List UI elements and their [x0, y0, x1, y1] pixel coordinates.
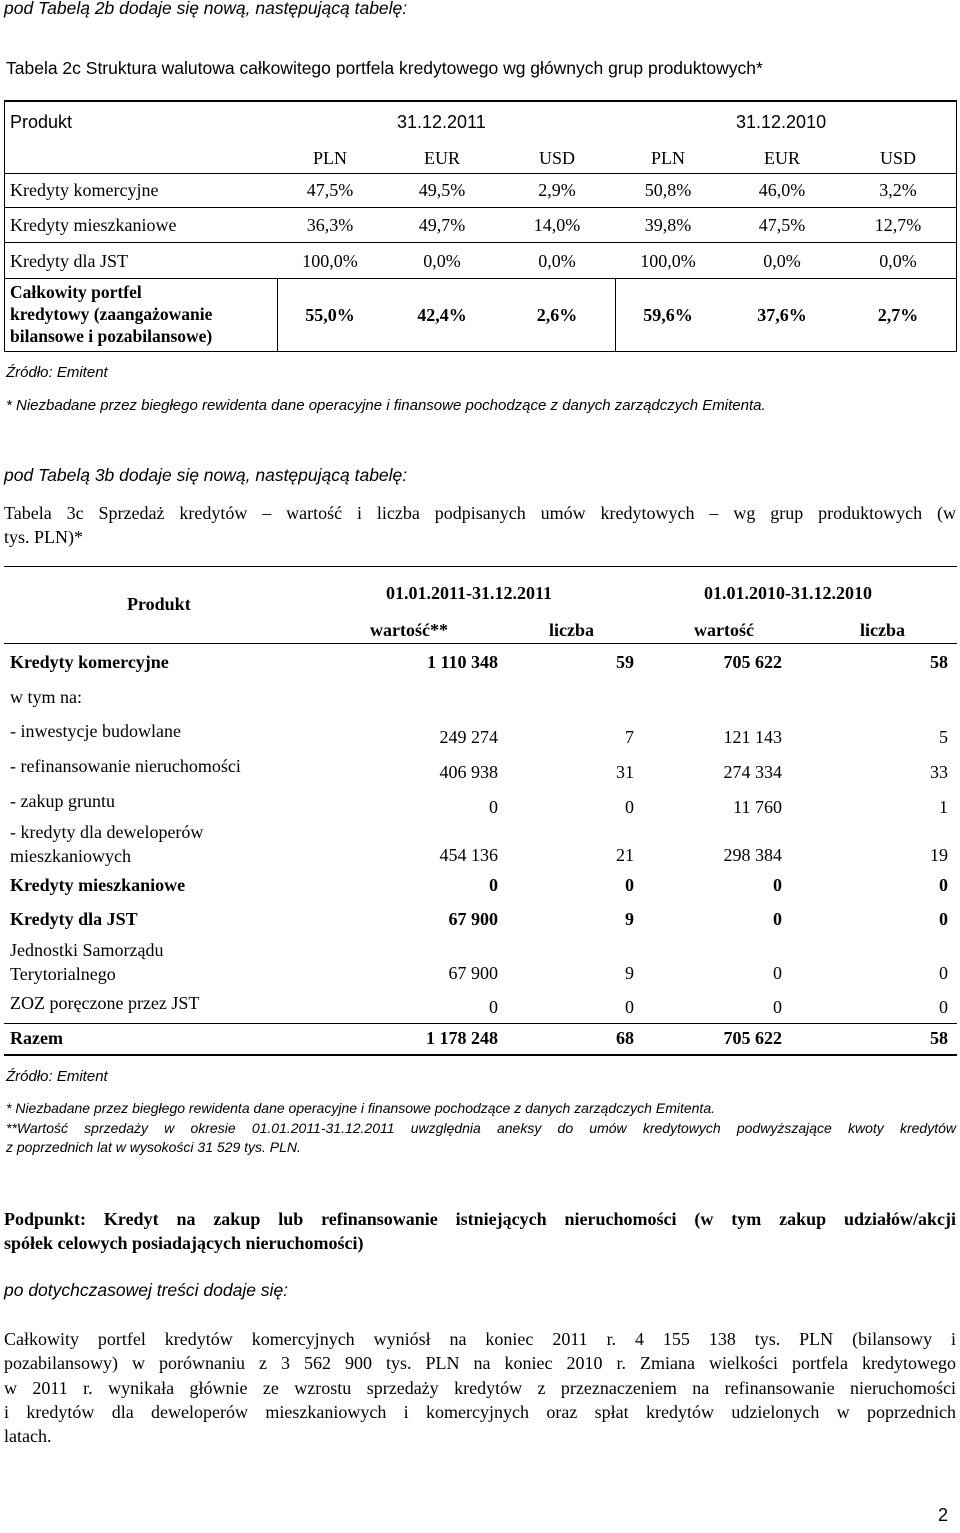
- table-2c-total-label: [10, 281, 212, 347]
- table-3c-cell: 0: [625, 997, 634, 1017]
- table-3c-cell: 0: [489, 797, 498, 817]
- table-2c-cell: 47,5%: [306, 180, 354, 200]
- table-2c-cell: 0,0%: [879, 251, 917, 271]
- table-3c-cell: 121 143: [723, 727, 782, 747]
- table-3c-cell: 0: [773, 997, 782, 1017]
- paragraph-line: pozabilansowy) w porównaniu z 3 562 900 tys. PLN na koniec 2010 r. Zmiana wielkości portfela kredytowego: [4, 1353, 956, 1373]
- table-2c-total-cell: 37,6%: [757, 305, 807, 325]
- table-3c-row-label: [10, 820, 203, 868]
- table-2c-currency-header: EUR: [424, 148, 460, 168]
- subsection-heading-line: Podpunkt: Kredyt na zakup lub refinansowanie istniejących nieruchomości (w tym zakup udziałów/akcji: [4, 1209, 956, 1229]
- table-2c-total-cell: 2,7%: [877, 305, 919, 325]
- table-3c-total-cell: 58: [930, 1028, 948, 1048]
- table-3c-total-label: Razem: [10, 1028, 63, 1048]
- table-3c-cell: 274 334: [723, 762, 782, 782]
- table-3c-title-line: Tabela 3c Sprzedaż kredytów – wartość i liczba podpisanych umów kredytowych – wg grup produktowych (w: [4, 503, 956, 523]
- table-2c-row-divider: [4, 207, 957, 208]
- table-3c-cell: 0: [939, 909, 948, 929]
- table-2c-footnote: * Niezbadane przez biegłego rewidenta dane operacyjne i finansowe pochodzące z danych zarządczych Emitenta.: [6, 397, 766, 414]
- table-3c-cell: 0: [773, 875, 782, 895]
- table-2c-total-label-line: kredytowy (zaangażowanie: [10, 304, 213, 324]
- table-2c-border-right: [956, 100, 957, 352]
- table-3c-cell: 406 938: [439, 762, 498, 782]
- table-3c-subheader: liczba: [549, 620, 594, 640]
- table-3c-cell: 0: [939, 997, 948, 1017]
- table-3c-cell: 67 900: [448, 963, 498, 983]
- table-3c-cell: 59: [616, 652, 634, 672]
- table-3c-cell: 0: [773, 909, 782, 929]
- table-3c-cell: 0: [489, 875, 498, 895]
- table-3c-cell: 1: [939, 797, 948, 817]
- table-2c-cell: 46,0%: [758, 180, 806, 200]
- table-3c-cell: 0: [939, 963, 948, 983]
- table-3c-title-line: tys. PLN)*: [4, 527, 84, 547]
- table-3c-subheader: wartość**: [370, 620, 448, 640]
- table-2c-cell: 100,0%: [640, 251, 696, 271]
- table-2c-cell: 14,0%: [533, 215, 581, 235]
- table-2c-cell: 47,5%: [758, 215, 806, 235]
- table-2c-cell: 100,0%: [302, 251, 358, 271]
- table-2c-currency-header: PLN: [650, 148, 685, 168]
- table-3c-footnote-2-line: z poprzednich lat w wysokości 31 529 tys. PLN.: [6, 1139, 301, 1155]
- table-3c-row-label-line: Terytorialnego: [10, 964, 116, 984]
- section-intro-1: pod Tabelą 2b dodaje się nową, następującą tabelę:: [4, 0, 408, 18]
- table-2c-cell: 0,0%: [538, 251, 576, 271]
- table-3c-row-label: Kredyty komercyjne: [10, 652, 169, 672]
- table-3c-row-label: Kredyty dla JST: [10, 909, 138, 929]
- table-3c-product-header: Produkt: [127, 594, 191, 614]
- table-3c-subheader: liczba: [860, 620, 905, 640]
- table-2c-cell: 12,7%: [874, 215, 922, 235]
- table-3c-cell: 58: [930, 652, 948, 672]
- table-3c-cell: 705 622: [723, 652, 782, 672]
- table-3c-cell: 0: [625, 797, 634, 817]
- table-3c-cell: 0: [773, 963, 782, 983]
- table-3c-cell: 0: [939, 875, 948, 895]
- table-3c-total-cell: 705 622: [723, 1028, 782, 1048]
- table-3c-total-divider: [4, 1023, 957, 1024]
- table-2c-row-label: Kredyty mieszkaniowe: [10, 215, 177, 235]
- table-2c-total-cell: 2,6%: [536, 305, 578, 325]
- table-2c-currency-header: USD: [879, 148, 916, 168]
- table-3c-cell: 67 900: [448, 909, 498, 929]
- subsection-heading-line: spółek celowych posiadających nieruchomości): [4, 1233, 364, 1253]
- table-2c-period-2011: 31.12.2011: [397, 112, 486, 132]
- table-2c-total-label-line: bilansowe i pozabilansowe): [10, 326, 213, 346]
- table-2c-cell: 3,2%: [879, 180, 917, 200]
- table-3c-cell: 7: [625, 727, 634, 747]
- table-3c-cell: 5: [939, 727, 948, 747]
- paragraph-line: Całkowity portfel kredytów komercyjnych wyniósł na koniec 2011 r. 4 155 138 tys. PLN (bilansowy i: [4, 1329, 956, 1349]
- table-3c-cell: 33: [930, 762, 948, 782]
- table-2c-row-label: Kredyty komercyjne: [10, 180, 159, 200]
- table-2c-cell: 0,0%: [423, 251, 461, 271]
- table-3c-row-label-line: mieszkaniowych: [10, 846, 131, 866]
- table-3c-cell: 31: [616, 762, 634, 782]
- table-3c-cell: 19: [930, 845, 948, 865]
- table-2c-cell: 49,7%: [418, 215, 466, 235]
- paragraph-line: w 2011 r. wynikała głównie ze wzrostu sprzedaży kredytów z przeznaczeniem na refinansowanie nieruchomości: [4, 1378, 956, 1398]
- table-2c-product-header: Produkt: [10, 112, 73, 132]
- paragraph-line: latach.: [4, 1426, 52, 1446]
- table-2c-col-divider: [277, 278, 278, 352]
- section-intro-2: pod Tabelą 3b dodaje się nową, następującą tabelę:: [4, 465, 408, 485]
- table-3c-cell: 11 760: [733, 797, 782, 817]
- table-3c-total-cell: 1 178 248: [426, 1028, 498, 1048]
- table-3c-row-label-line: Jednostki Samorządu: [10, 940, 164, 960]
- table-3c-bottom-border: [4, 1054, 957, 1056]
- table-2c-total-cell: 59,6%: [643, 305, 693, 325]
- table-2c-col-divider: [615, 278, 616, 352]
- table-3c-cell: 9: [625, 963, 634, 983]
- table-3c-cell: 21: [616, 845, 634, 865]
- table-3c-cell: 0: [489, 997, 498, 1017]
- table-3c-cell: 249 274: [439, 727, 498, 747]
- table-2c-title: Tabela 2c Struktura walutowa całkowitego portfela kredytowego wg głównych grup produktowych*: [6, 58, 763, 78]
- table-2c-total-label-line: Całkowity portfel: [10, 282, 142, 302]
- table-3c-footnote: * Niezbadane przez biegłego rewidenta dane operacyjne i finansowe pochodzące z danych zarządczych Emitenta.: [6, 1100, 715, 1116]
- table-3c-footnote-2-line: **Wartość sprzedaży w okresie 01.01.2011-31.12.2011 uwzględnia aneksy do umów kredytowych podwyższające kwoty kredytów: [6, 1120, 956, 1136]
- table-3c-row-label: - zakup gruntu: [10, 791, 115, 811]
- table-2c-top-border: [4, 100, 957, 102]
- table-3c-cell: 1 110 348: [426, 652, 498, 672]
- table-2c-currency-header: PLN: [312, 148, 347, 168]
- table-2c-row-divider: [4, 173, 957, 174]
- table-3c-cell: 0: [625, 875, 634, 895]
- table-2c-border-left: [4, 100, 5, 352]
- table-2c-currency-header: EUR: [764, 148, 800, 168]
- paragraph-line: i kredytów dla deweloperów mieszkaniowych i komercyjnych oraz spłat kredytów udzielonych w poprzednich: [4, 1402, 956, 1422]
- table-2c-cell: 36,3%: [306, 215, 354, 235]
- table-3c-cell: 298 384: [723, 845, 782, 865]
- table-2c-row-divider: [4, 278, 957, 279]
- table-3c-row-label: - refinansowanie nieruchomości: [10, 756, 241, 776]
- table-3c-row-label: Kredyty mieszkaniowe: [10, 875, 186, 895]
- table-3c-period-2011: 01.01.2011-31.12.2011: [386, 583, 553, 603]
- table-3c-header-divider: [4, 643, 957, 644]
- table-2c-total-cell: 42,4%: [417, 305, 467, 325]
- table-2c-row-divider: [4, 242, 957, 243]
- subsection-intro: po dotychczasowej treści dodaje się:: [4, 1280, 289, 1300]
- table-2c-bottom-border: [4, 351, 957, 352]
- table-3c-cell: 9: [625, 909, 634, 929]
- table-3c-source: Źródło: Emitent: [6, 1068, 108, 1085]
- table-3c-row-label: [10, 938, 163, 986]
- table-2c-cell: 50,8%: [644, 180, 692, 200]
- table-3c-total-cell: 68: [616, 1028, 634, 1048]
- table-2c-source: Źródło: Emitent: [6, 364, 108, 381]
- table-3c-period-2010: 01.01.2010-31.12.2010: [704, 583, 872, 603]
- table-2c-row-label: Kredyty dla JST: [10, 251, 128, 271]
- table-2c-total-cell: 55,0%: [305, 305, 355, 325]
- table-3c-row-label: w tym na:: [10, 687, 82, 707]
- table-2c-cell: 0,0%: [763, 251, 801, 271]
- table-2c-currency-header: USD: [538, 148, 575, 168]
- table-2c-cell: 49,5%: [418, 180, 466, 200]
- table-2c-cell: 2,9%: [538, 180, 576, 200]
- table-3c-subheader: wartość: [694, 620, 754, 640]
- table-2c-period-2010: 31.12.2010: [736, 112, 827, 132]
- table-3c-row-label-line: - kredyty dla deweloperów: [10, 822, 204, 842]
- table-3c-cell: 454 136: [439, 845, 498, 865]
- table-3c-row-label: ZOZ poręczone przez JST: [10, 993, 200, 1013]
- table-3c-top-border: [4, 566, 957, 567]
- page-number: 2: [938, 1505, 949, 1525]
- table-3c-row-label: - inwestycje budowlane: [10, 721, 181, 741]
- table-2c-cell: 39,8%: [644, 215, 692, 235]
